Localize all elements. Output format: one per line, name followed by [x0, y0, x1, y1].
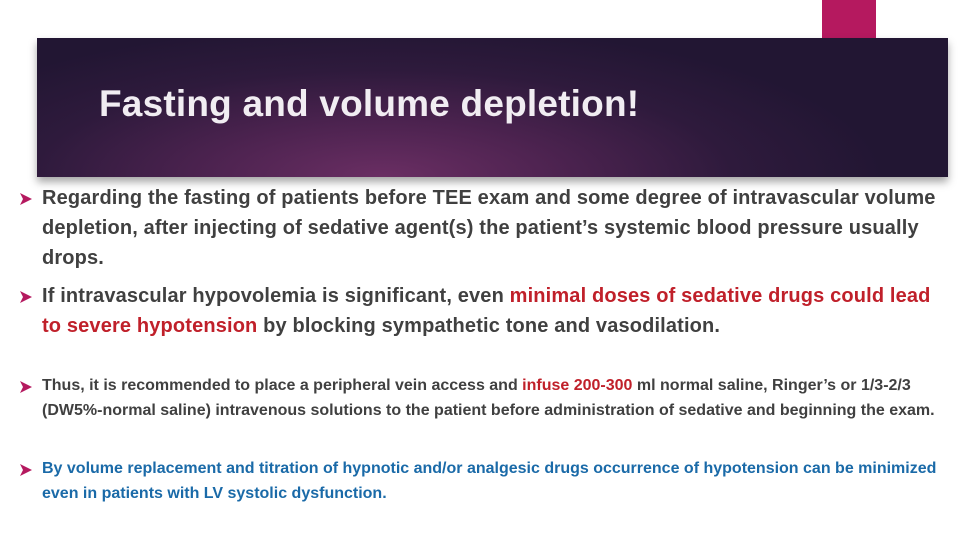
bullet-text-part: ml normal saline, Ringer’s or 1/3-2/3 (DW5%-normal saline) intravenous solutions to the patient before administration of sedative and beginning the exam. [42, 377, 935, 419]
slide-title: Fasting and volume depletion! [99, 83, 640, 124]
bullet-highlight: infuse 200-300 [522, 377, 633, 394]
bullet-text-part: If intravascular hypovolemia is significant, even [42, 285, 510, 307]
diamond-arrow-icon [19, 380, 33, 394]
bullet-highlight: minimal doses of sedative drugs could lead to severe hypotension [42, 285, 931, 337]
bullet-text [16, 374, 946, 423]
diamond-arrow-icon [19, 290, 33, 304]
diamond-arrow-icon [19, 192, 33, 206]
bullet-text-part: by blocking sympathetic tone and vasodilation. [257, 315, 721, 337]
bullet-text-part: Thus, it is recommended to place a peripheral vein access and [42, 377, 523, 394]
bullet-item [16, 457, 946, 506]
bullet-text [16, 281, 946, 341]
bullet-item [16, 374, 946, 423]
bullet-text: By volume replacement and titration of hypnotic and/or analgesic drugs occurrence of hypotension can be minimized even in patients with LV systolic dysfunction. [42, 460, 937, 502]
diamond-arrow-icon [19, 463, 33, 477]
bullet-item [16, 281, 946, 341]
bullet-text: Regarding the fasting of patients before TEE exam and some degree of intravascular volume depletion, after injecting of sedative agent(s) the patient’s systemic blood pressure usually drops. [42, 187, 936, 269]
bullet-item [16, 183, 946, 273]
